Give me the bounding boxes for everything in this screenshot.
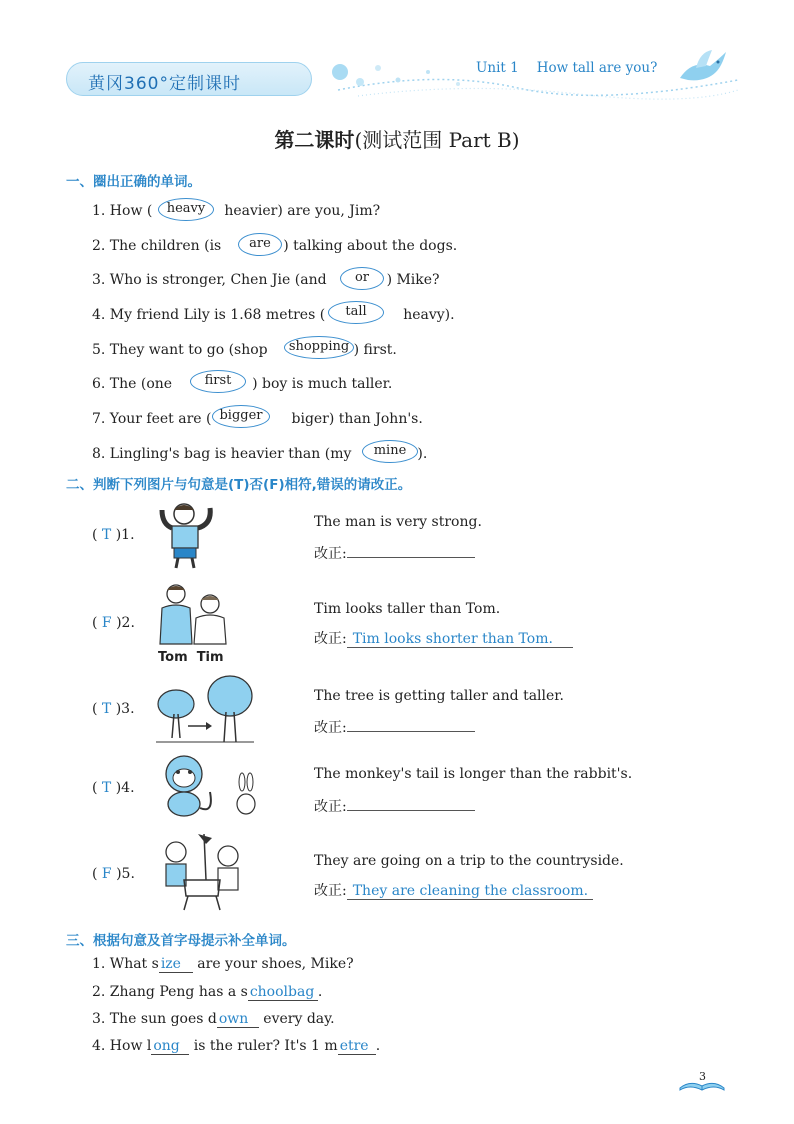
s2-correction-2: Tim looks shorter than Tom. (352, 631, 553, 647)
s2-sentence-3: The tree is getting taller and taller. (314, 688, 564, 704)
s1-circled-answer-3: or (340, 267, 384, 290)
s1-item-1: 1. How ( heavier) are you, Jim? (92, 203, 381, 219)
header-title: 黄冈360°定制课时 (88, 74, 241, 94)
strong-man-illustration (156, 498, 226, 572)
monkey-and-rabbit-illustration (156, 752, 268, 824)
s1-item-5: 5. They want to go (shop ) first. (92, 342, 397, 358)
header-bubbles-decoration (318, 50, 738, 110)
s1-circled-answer-6: first (190, 370, 246, 393)
s2-item-3-paren: ( T )3. (92, 701, 135, 717)
s2-correction-row-1: 改正: (314, 541, 475, 563)
s2-item-4-paren: ( T )4. (92, 780, 135, 796)
s1-item-2: 2. The children (is ) talking about the dogs. (92, 238, 458, 254)
header-unit (476, 60, 675, 76)
s2-item-5-paren: ( F )5. (92, 866, 135, 882)
section1-heading: 一、圈出正确的单词。 (66, 174, 201, 190)
bird-icon (676, 48, 728, 88)
s1-item-4: 4. My friend Lily is 1.68 metres ( heavy). (92, 307, 455, 323)
tom-and-tim-illustration (156, 582, 232, 648)
s2-sentence-5: They are going on a trip to the countryside. (314, 853, 624, 869)
s2-sentence-1: The man is very strong. (314, 514, 482, 530)
s2-correction-5: They are cleaning the classroom. (352, 883, 589, 899)
s1-circled-answer-2: are (238, 233, 282, 256)
section2-heading: 二、判断下列图片与句意是(T)否(F)相符,错误的请改正。 (66, 477, 412, 493)
s3-item-4: 4. How l ong is the ruler? It's 1 m etre . (92, 1038, 381, 1054)
s1-item-8: 8. Lingling's bag is heavier than (my ). (92, 446, 428, 462)
s2-mark-2: F (101, 615, 112, 631)
s3-answer-2: choolbag (248, 984, 318, 1001)
s3-item-2: 2. Zhang Peng has a s choolbag . (92, 984, 323, 1000)
s1-circled-answer-5: shopping (284, 336, 354, 359)
s3-answer-4a: ong (151, 1038, 189, 1055)
section3-heading: 三、根据句意及首字母提示补全单词。 (66, 933, 296, 949)
s2-correction-row-4: 改正: (314, 794, 475, 816)
s1-item-6: 6. The (one ) boy is much taller. (92, 376, 393, 392)
page-number: 3 (699, 1070, 706, 1083)
unit-number: Unit 1 (476, 60, 519, 76)
s2-mark-1: T (101, 527, 112, 543)
s3-answer-1: ize (159, 956, 193, 973)
s2-mark-3: T (101, 701, 112, 717)
s1-item-3: 3. Who is stronger, Chen Jie (and ) Mike? (92, 272, 440, 288)
s2-item-1-paren: ( T )1. (92, 527, 135, 543)
book-icon (678, 1074, 726, 1092)
s2-mark-5: F (101, 866, 112, 882)
s3-answer-4b: etre (338, 1038, 376, 1055)
s3-item-1: 1. What s ize are your shoes, Mike? (92, 956, 354, 972)
s1-item-7: 7. Your feet are ( biger) than John's. (92, 411, 423, 427)
lesson-scope: (测试范围 Part B) (354, 128, 520, 152)
s2-sentence-2: Tim looks taller than Tom. (314, 601, 501, 617)
s2-correction-row-3: 改正: (314, 715, 475, 737)
unit-title: How tall are you? (536, 60, 658, 76)
s2-sentence-4: The monkey's tail is longer than the rabbit's. (314, 766, 633, 782)
s2-correction-row-5: 改正: They are cleaning the classroom. (314, 880, 593, 900)
s2-item-2-paren: ( F )2. (92, 615, 135, 631)
tom-tim-caption: Tom Tim (158, 650, 224, 665)
s3-item-3: 3. The sun goes d own every day. (92, 1011, 335, 1027)
s2-mark-4: T (101, 780, 112, 796)
s2-correction-row-2: 改正: Tim looks shorter than Tom. (314, 628, 573, 648)
s3-answer-3: own (217, 1011, 259, 1028)
cleaning-classroom-illustration (154, 830, 250, 916)
lesson-title: 第二课时(测试范围 Part B) (274, 128, 520, 152)
s1-circled-answer-4: tall (328, 301, 384, 324)
growing-tree-illustration (154, 674, 256, 746)
s1-circled-answer-8: mine (362, 440, 418, 463)
s1-circled-answer-7: bigger (212, 405, 270, 428)
s1-circled-answer-1: heavy (158, 198, 214, 221)
